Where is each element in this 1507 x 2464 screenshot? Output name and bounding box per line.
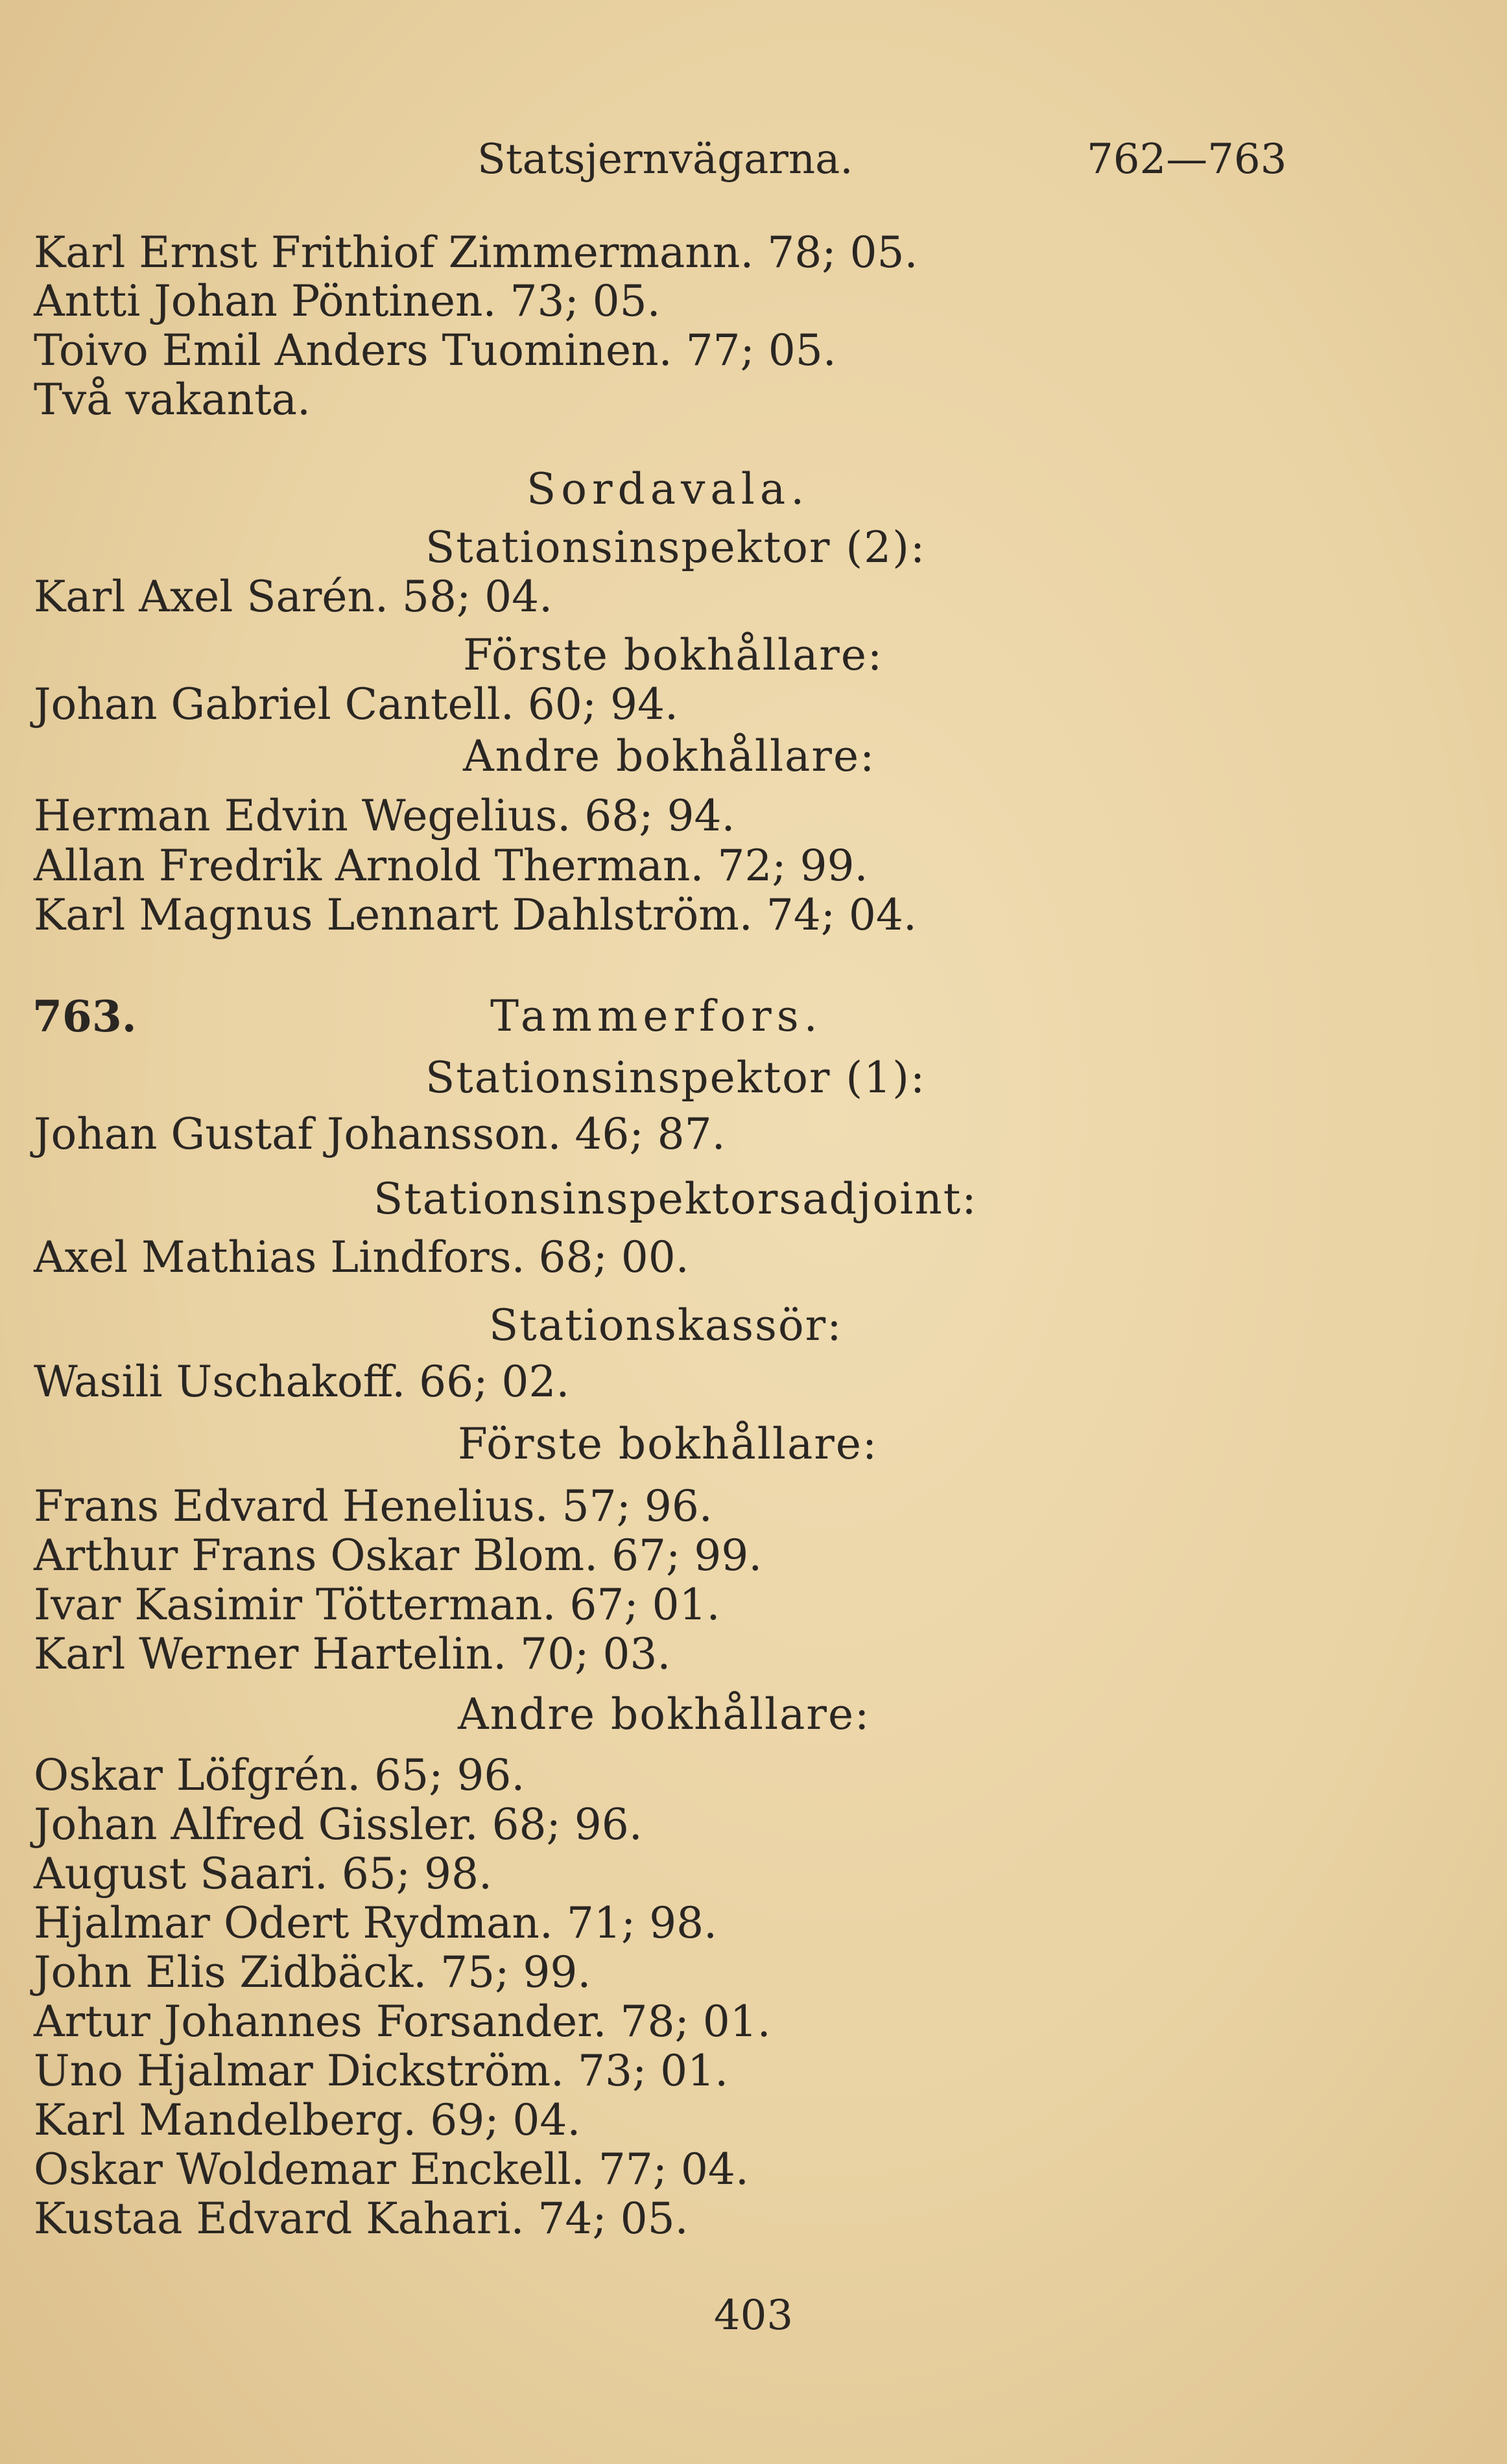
list-item: Toivo Emil Anders Tuominen. 77; 05.	[34, 325, 837, 375]
list-item: Ivar Kasimir Tötterman. 67; 01.	[34, 1580, 720, 1630]
role-heading: Stationskassör:	[489, 1300, 843, 1350]
list-item: Två vakanta.	[34, 375, 311, 425]
role-heading: Stationsinspektor (1):	[425, 1053, 927, 1103]
role-heading: Stationsinspektor (2):	[425, 522, 927, 572]
role-heading: Förste bokhållare:	[458, 1419, 879, 1469]
list-item: August Saari. 65; 98.	[34, 1849, 492, 1899]
list-item: Johan Gustaf Johansson. 46; 87.	[34, 1109, 726, 1159]
list-item: Johan Alfred Gissler. 68; 96.	[34, 1800, 643, 1849]
role-heading: Förste bokhållare:	[463, 630, 884, 680]
role-heading: Andre bokhållare:	[463, 731, 876, 781]
list-item: Johan Gabriel Cantell. 60; 94.	[34, 679, 678, 729]
list-item: Antti Johan Pöntinen. 73; 05.	[34, 276, 661, 326]
page-number: 403	[713, 2292, 794, 2340]
list-item: Artur Johannes Forsander. 78; 01.	[34, 1997, 771, 2047]
list-item: Karl Ernst Frithiof Zimmermann. 78; 05.	[34, 228, 918, 277]
list-item: Hjalmar Odert Rydman. 71; 98.	[34, 1898, 718, 1948]
running-header-title: Statsjernvägarna.	[477, 135, 853, 183]
list-item: Karl Mandelberg. 69; 04.	[34, 2095, 581, 2145]
list-item: Frans Edvard Henelius. 57; 96.	[34, 1481, 713, 1531]
list-item: Allan Fredrik Arnold Therman. 72; 99.	[34, 841, 868, 891]
list-item: Karl Werner Hartelin. 70; 03.	[34, 1629, 671, 1679]
entry-number: 763.	[32, 991, 137, 1042]
list-item: Arthur Frans Oskar Blom. 67; 99.	[34, 1531, 763, 1580]
role-heading: Stationsinspektorsadjoint:	[374, 1174, 978, 1224]
list-item: Herman Edvin Wegelius. 68; 94.	[34, 791, 735, 841]
list-item: Karl Magnus Lennart Dahlström. 74; 04.	[34, 890, 917, 940]
list-item: Wasili Uschakoff. 66; 02.	[34, 1357, 570, 1407]
list-item: Kustaa Edvard Kahari. 74; 05.	[34, 2194, 689, 2244]
role-heading: Andre bokhållare:	[458, 1689, 871, 1739]
station-heading-tammerfors: Tammerfors.	[490, 991, 823, 1041]
list-item: John Elis Zidbäck. 75; 99.	[34, 1947, 591, 1997]
list-item: Oskar Woldemar Enckell. 77; 04.	[34, 2144, 749, 2194]
station-heading-sordavala: Sordavala.	[527, 464, 810, 514]
running-header-pages: 762—763	[1087, 135, 1287, 183]
list-item: Oskar Löfgrén. 65; 96.	[34, 1750, 525, 1800]
list-item: Uno Hjalmar Dickström. 73; 01.	[34, 2046, 729, 2096]
list-item: Axel Mathias Lindfors. 68; 00.	[34, 1232, 689, 1282]
list-item: Karl Axel Sarén. 58; 04.	[34, 572, 553, 622]
